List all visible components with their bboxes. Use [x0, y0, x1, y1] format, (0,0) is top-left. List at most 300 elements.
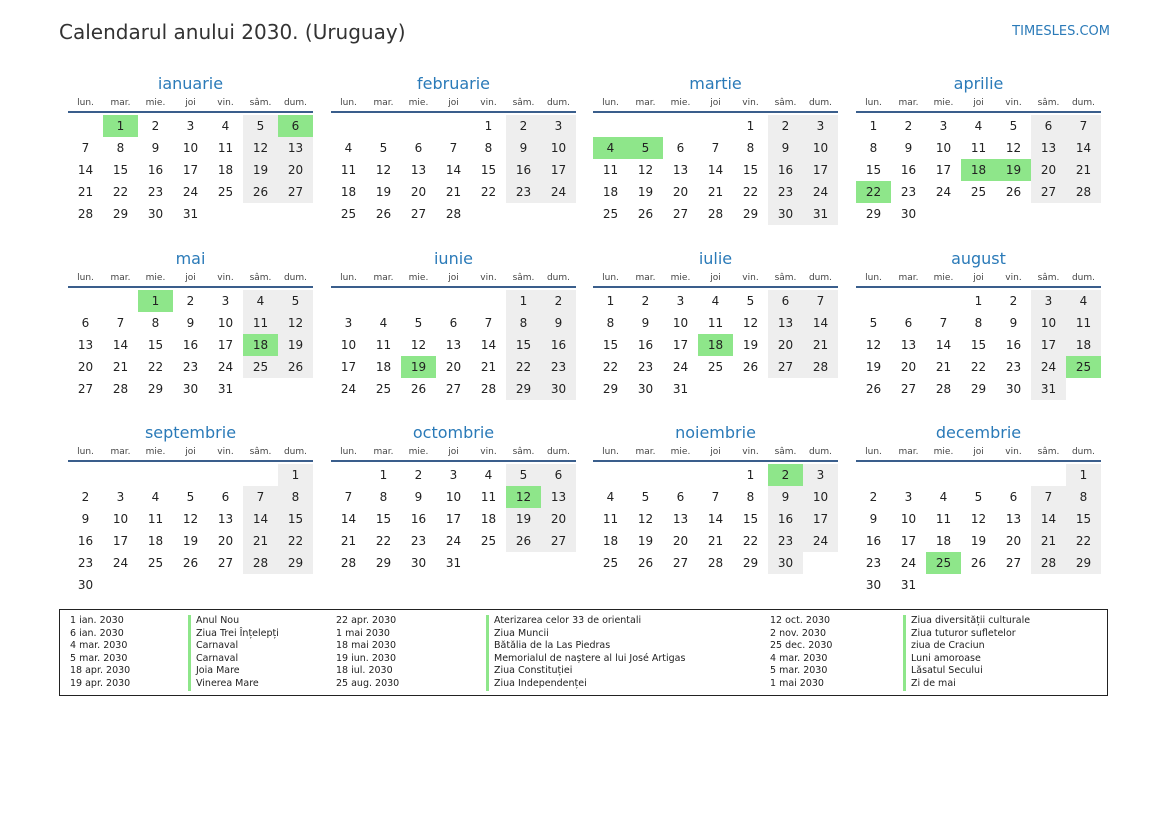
day-cell: 3 [803, 464, 838, 486]
day-cell: 25 [970, 185, 987, 199]
month-name: ianuarie [157, 74, 224, 93]
day-cell: 11 [935, 512, 952, 526]
day-cell: 26 [410, 382, 427, 396]
day-cell: 26 [1005, 185, 1022, 199]
day-cell: 5 [641, 490, 650, 504]
holiday-date: 4 mar. 2030 [770, 652, 828, 664]
day-grid [68, 290, 313, 400]
weekday-label: joi [185, 98, 196, 108]
holiday-date: 18 apr. 2030 [70, 665, 131, 677]
day-cell: 7 [116, 316, 125, 330]
month-name: noiembrie [675, 423, 756, 442]
day-cell: 9 [541, 312, 576, 334]
day-cell: 29 [742, 207, 759, 221]
day-cell: 29 [742, 556, 759, 570]
day-cell: 1 [1066, 464, 1101, 486]
day-cell: 23 [900, 185, 917, 199]
day-cell: 16 [768, 159, 803, 181]
day-cell: 15 [742, 512, 759, 526]
day-grid [856, 290, 1101, 400]
day-cell: 16 [768, 508, 803, 530]
day-cell: 2 [1009, 294, 1018, 308]
empty-cell [628, 464, 663, 486]
day-cell: 14 [707, 163, 724, 177]
site-link[interactable]: TIMESLES.COM [1012, 24, 1110, 39]
weekday-header [856, 270, 1101, 288]
day-cell: 2 [81, 490, 90, 504]
month-mai [68, 248, 313, 400]
day-cell: 13 [278, 137, 313, 159]
day-cell: 29 [278, 552, 313, 574]
day-cell: 15 [112, 163, 129, 177]
day-cell: 18 [1066, 334, 1101, 356]
day-grid [856, 464, 1101, 596]
day-cell: 17 [182, 163, 199, 177]
day-cell: 11 [602, 512, 619, 526]
empty-cell [698, 464, 733, 486]
day-cell: 16 [506, 159, 541, 181]
day-cell: 22 [602, 360, 619, 374]
holiday-date: 2 nov. 2030 [770, 627, 826, 639]
day-cell: 26 [506, 530, 541, 552]
day-cell: 4 [221, 119, 230, 133]
weekday-label: vin. [742, 447, 759, 457]
weekday-label: mar. [635, 98, 656, 108]
weekday-label: lun. [865, 98, 882, 108]
day-grid [593, 115, 838, 225]
weekday-label: mie. [145, 447, 166, 457]
empty-cell [663, 464, 698, 486]
day-cell: 14 [340, 512, 357, 526]
weekday-label: mie. [670, 98, 691, 108]
empty-cell [366, 115, 401, 137]
day-cell: 17 [900, 534, 917, 548]
day-cell: 13 [445, 338, 462, 352]
empty-cell [926, 464, 961, 486]
day-cell: 26 [243, 181, 278, 203]
day-cell: 20 [217, 534, 234, 548]
day-cell: 30 [182, 382, 199, 396]
month-name: septembrie [144, 423, 237, 442]
holiday-day-cell: 25 [1066, 356, 1101, 378]
day-cell: 10 [803, 486, 838, 508]
holiday-day-cell: 12 [506, 486, 541, 508]
day-cell: 4 [379, 316, 388, 330]
weekday-label: joi [185, 447, 196, 457]
holiday-name: Aterizarea celor 33 de orientali [486, 615, 685, 628]
day-cell: 17 [672, 338, 689, 352]
day-cell: 10 [1031, 312, 1066, 334]
month-martie [593, 73, 838, 225]
day-cell: 20 [541, 508, 576, 530]
day-cell: 2 [414, 468, 423, 482]
holiday-date: 12 oct. 2030 [770, 615, 831, 626]
day-cell: 2 [506, 115, 541, 137]
weekday-header [593, 270, 838, 288]
weekday-label: vin. [1005, 98, 1022, 108]
day-cell: 31 [900, 578, 917, 592]
day-cell: 24 [1031, 356, 1066, 378]
month-name: martie [689, 74, 742, 93]
day-cell: 24 [217, 360, 234, 374]
month-name: iunie [433, 249, 473, 268]
day-cell: 7 [1031, 486, 1066, 508]
weekday-header [856, 444, 1101, 462]
day-cell: 2 [904, 119, 913, 133]
day-cell: 19 [182, 534, 199, 548]
day-cell: 18 [602, 185, 619, 199]
day-cell: 18 [375, 360, 392, 374]
holiday-name: Carnaval [188, 653, 279, 666]
weekday-label: joi [973, 447, 984, 457]
weekday-label: dum. [546, 273, 571, 283]
day-cell: 30 [768, 203, 803, 225]
day-cell: 15 [480, 163, 497, 177]
day-cell: 27 [217, 556, 234, 570]
day-cell: 22 [375, 534, 392, 548]
day-cell: 29 [970, 382, 987, 396]
day-cell: 12 [1005, 141, 1022, 155]
day-cell: 22 [506, 356, 541, 378]
day-cell: 11 [375, 338, 392, 352]
holiday-name: Ziua diversității culturale [903, 615, 1030, 628]
weekday-label: dum. [808, 273, 833, 283]
day-cell: 18 [602, 534, 619, 548]
day-cell: 5 [243, 115, 278, 137]
weekday-label: mie. [933, 447, 954, 457]
day-cell: 3 [803, 115, 838, 137]
day-cell: 13 [217, 512, 234, 526]
day-cell: 24 [182, 185, 199, 199]
empty-cell [68, 115, 103, 137]
day-cell: 17 [217, 338, 234, 352]
day-cell: 26 [375, 207, 392, 221]
day-cell: 1 [746, 119, 755, 133]
day-cell: 5 [186, 490, 195, 504]
holiday-name-column [188, 615, 279, 691]
day-cell: 19 [742, 338, 759, 352]
day-cell: 17 [445, 512, 462, 526]
day-cell: 13 [900, 338, 917, 352]
weekday-label: lun. [865, 273, 882, 283]
day-cell: 16 [147, 163, 164, 177]
day-cell: 11 [1066, 312, 1101, 334]
day-cell: 13 [541, 486, 576, 508]
day-cell: 26 [742, 360, 759, 374]
day-cell: 10 [217, 316, 234, 330]
weekday-label: vin. [217, 273, 234, 283]
day-cell: 9 [414, 490, 423, 504]
weekday-label: dum. [546, 447, 571, 457]
day-cell: 6 [221, 490, 230, 504]
day-cell: 30 [865, 578, 882, 592]
month-iulie [593, 248, 838, 400]
empty-cell [593, 464, 628, 486]
empty-cell [471, 290, 506, 312]
day-cell: 5 [379, 141, 388, 155]
month-octombrie [331, 422, 576, 574]
day-cell: 28 [1031, 552, 1066, 574]
day-cell: 9 [1009, 316, 1018, 330]
day-cell: 21 [243, 530, 278, 552]
holiday-date: 18 iul. 2030 [336, 665, 393, 677]
day-cell: 16 [182, 338, 199, 352]
day-cell: 20 [672, 534, 689, 548]
day-cell: 18 [935, 534, 952, 548]
weekday-label: sâm. [1037, 447, 1060, 457]
day-cell: 24 [935, 185, 952, 199]
day-cell: 17 [803, 159, 838, 181]
holiday-date: 5 mar. 2030 [770, 665, 828, 677]
day-cell: 19 [637, 534, 654, 548]
day-cell: 29 [1066, 552, 1101, 574]
day-cell: 7 [484, 316, 493, 330]
day-cell: 9 [151, 141, 160, 155]
day-cell: 27 [445, 382, 462, 396]
day-cell: 18 [217, 163, 234, 177]
weekday-label: lun. [77, 98, 94, 108]
day-cell: 30 [768, 552, 803, 574]
day-cell: 11 [970, 141, 987, 155]
day-cell: 23 [637, 360, 654, 374]
weekday-label: vin. [1005, 447, 1022, 457]
day-cell: 25 [602, 207, 619, 221]
day-cell: 1 [379, 468, 388, 482]
day-cell: 2 [151, 119, 160, 133]
day-cell: 7 [939, 316, 948, 330]
holiday-list [59, 609, 1108, 696]
day-cell: 31 [803, 203, 838, 225]
empty-cell [173, 464, 208, 486]
weekday-label: sâm. [249, 273, 272, 283]
day-cell: 23 [410, 534, 427, 548]
weekday-label: mar. [373, 98, 394, 108]
day-cell: 22 [147, 360, 164, 374]
day-cell: 29 [865, 207, 882, 221]
weekday-label: lun. [340, 447, 357, 457]
day-cell: 25 [340, 207, 357, 221]
day-cell: 4 [1066, 290, 1101, 312]
day-cell: 20 [1005, 534, 1022, 548]
weekday-label: joi [448, 273, 459, 283]
weekday-label: sâm. [774, 447, 797, 457]
day-cell: 16 [541, 334, 576, 356]
day-cell: 6 [414, 141, 423, 155]
day-cell: 12 [243, 137, 278, 159]
day-cell: 9 [186, 316, 195, 330]
day-cell: 3 [449, 468, 458, 482]
day-cell: 3 [541, 115, 576, 137]
day-cell: 7 [243, 486, 278, 508]
day-cell: 18 [147, 534, 164, 548]
day-cell: 6 [449, 316, 458, 330]
weekday-label: sâm. [249, 447, 272, 457]
weekday-label: mar. [898, 98, 919, 108]
weekday-label: dum. [283, 447, 308, 457]
weekday-label: mie. [408, 447, 429, 457]
day-cell: 6 [768, 290, 803, 312]
day-cell: 29 [375, 556, 392, 570]
day-cell: 2 [641, 294, 650, 308]
day-cell: 8 [746, 141, 755, 155]
holiday-day-cell: 18 [698, 334, 733, 356]
weekday-label: lun. [340, 273, 357, 283]
day-cell: 19 [278, 334, 313, 356]
weekday-label: joi [448, 98, 459, 108]
day-cell: 20 [77, 360, 94, 374]
day-cell: 19 [375, 185, 392, 199]
day-cell: 28 [340, 556, 357, 570]
day-cell: 14 [112, 338, 129, 352]
empty-cell [436, 290, 471, 312]
day-cell: 28 [707, 207, 724, 221]
day-cell: 9 [768, 137, 803, 159]
day-cell: 14 [77, 163, 94, 177]
day-cell: 3 [344, 316, 353, 330]
empty-cell [926, 290, 961, 312]
day-cell: 26 [637, 556, 654, 570]
weekday-label: vin. [480, 98, 497, 108]
weekday-header [68, 444, 313, 462]
day-cell: 12 [182, 512, 199, 526]
day-cell: 10 [803, 137, 838, 159]
day-cell: 27 [278, 181, 313, 203]
day-cell: 21 [707, 534, 724, 548]
holiday-name: Ziua Independenței [486, 678, 685, 691]
day-cell: 16 [1005, 338, 1022, 352]
day-cell: 24 [900, 556, 917, 570]
day-cell: 3 [904, 490, 913, 504]
weekday-label: sâm. [512, 98, 535, 108]
empty-cell [401, 290, 436, 312]
day-cell: 4 [344, 141, 353, 155]
empty-cell [103, 464, 138, 486]
day-cell: 5 [746, 294, 755, 308]
day-cell: 23 [768, 181, 803, 203]
day-cell: 15 [278, 508, 313, 530]
holiday-date: 22 apr. 2030 [336, 615, 397, 626]
day-cell: 4 [974, 119, 983, 133]
day-cell: 6 [1009, 490, 1018, 504]
day-cell: 22 [480, 185, 497, 199]
holiday-date-column [336, 615, 399, 691]
day-cell: 27 [541, 530, 576, 552]
weekday-label: sâm. [774, 273, 797, 283]
day-cell: 25 [217, 185, 234, 199]
day-cell: 11 [480, 490, 497, 504]
day-cell: 9 [904, 141, 913, 155]
day-cell: 14 [707, 512, 724, 526]
empty-cell [891, 290, 926, 312]
weekday-header [593, 95, 838, 113]
day-cell: 1 [869, 119, 878, 133]
day-cell: 20 [900, 360, 917, 374]
empty-cell [208, 464, 243, 486]
day-cell: 22 [1066, 530, 1101, 552]
day-cell: 28 [77, 207, 94, 221]
day-cell: 22 [742, 534, 759, 548]
holiday-name: Zi de mai [903, 678, 1030, 691]
holiday-name-column [903, 615, 1030, 691]
weekday-label: vin. [217, 98, 234, 108]
holiday-name: Anul Nou [188, 615, 279, 628]
day-cell: 10 [672, 316, 689, 330]
day-cell: 26 [970, 556, 987, 570]
day-cell: 12 [278, 312, 313, 334]
day-cell: 12 [865, 338, 882, 352]
day-cell: 15 [147, 338, 164, 352]
day-cell: 23 [147, 185, 164, 199]
day-cell: 8 [116, 141, 125, 155]
month-name: iulie [698, 249, 733, 268]
day-cell: 20 [278, 159, 313, 181]
day-cell: 10 [112, 512, 129, 526]
weekday-label: sâm. [774, 98, 797, 108]
day-cell: 5 [974, 490, 983, 504]
weekday-label: mie. [145, 273, 166, 283]
day-cell: 3 [186, 119, 195, 133]
day-cell: 23 [1005, 360, 1022, 374]
day-cell: 27 [768, 356, 803, 378]
day-cell: 23 [865, 556, 882, 570]
day-cell: 11 [217, 141, 234, 155]
empty-cell [593, 115, 628, 137]
day-cell: 21 [1066, 159, 1101, 181]
day-cell: 8 [379, 490, 388, 504]
day-cell: 30 [900, 207, 917, 221]
holiday-name: Ziua tuturor sufletelor [903, 628, 1030, 641]
day-cell: 4 [151, 490, 160, 504]
holiday-name: Ziua Trei Înțelepți [188, 628, 279, 641]
holiday-date: 19 iun. 2030 [336, 652, 397, 664]
empty-cell [891, 464, 926, 486]
day-cell: 29 [112, 207, 129, 221]
holiday-date-column [70, 615, 130, 691]
day-cell: 27 [1031, 181, 1066, 203]
day-cell: 26 [182, 556, 199, 570]
day-cell: 6 [1031, 115, 1066, 137]
day-cell: 30 [637, 382, 654, 396]
day-cell: 18 [340, 185, 357, 199]
day-cell: 13 [77, 338, 94, 352]
day-cell: 4 [606, 490, 615, 504]
day-cell: 8 [869, 141, 878, 155]
day-cell: 2 [768, 115, 803, 137]
month-noiembrie [593, 422, 838, 574]
day-cell: 11 [147, 512, 164, 526]
day-cell: 16 [77, 534, 94, 548]
weekday-label: sâm. [512, 273, 535, 283]
holiday-day-cell: 18 [961, 159, 996, 181]
day-cell: 7 [1066, 115, 1101, 137]
day-cell: 7 [803, 290, 838, 312]
holiday-date: 4 mar. 2030 [70, 640, 128, 652]
day-cell: 25 [375, 382, 392, 396]
day-cell: 17 [803, 508, 838, 530]
day-cell: 19 [865, 360, 882, 374]
holiday-day-cell: 1 [103, 115, 138, 137]
month-iunie [331, 248, 576, 400]
month-august [856, 248, 1101, 400]
day-cell: 28 [803, 356, 838, 378]
day-cell: 31 [182, 207, 199, 221]
weekday-label: lun. [602, 98, 619, 108]
day-cell: 6 [676, 490, 685, 504]
weekday-label: dum. [808, 447, 833, 457]
day-cell: 28 [480, 382, 497, 396]
day-cell: 11 [340, 163, 357, 177]
holiday-day-cell: 6 [278, 115, 313, 137]
